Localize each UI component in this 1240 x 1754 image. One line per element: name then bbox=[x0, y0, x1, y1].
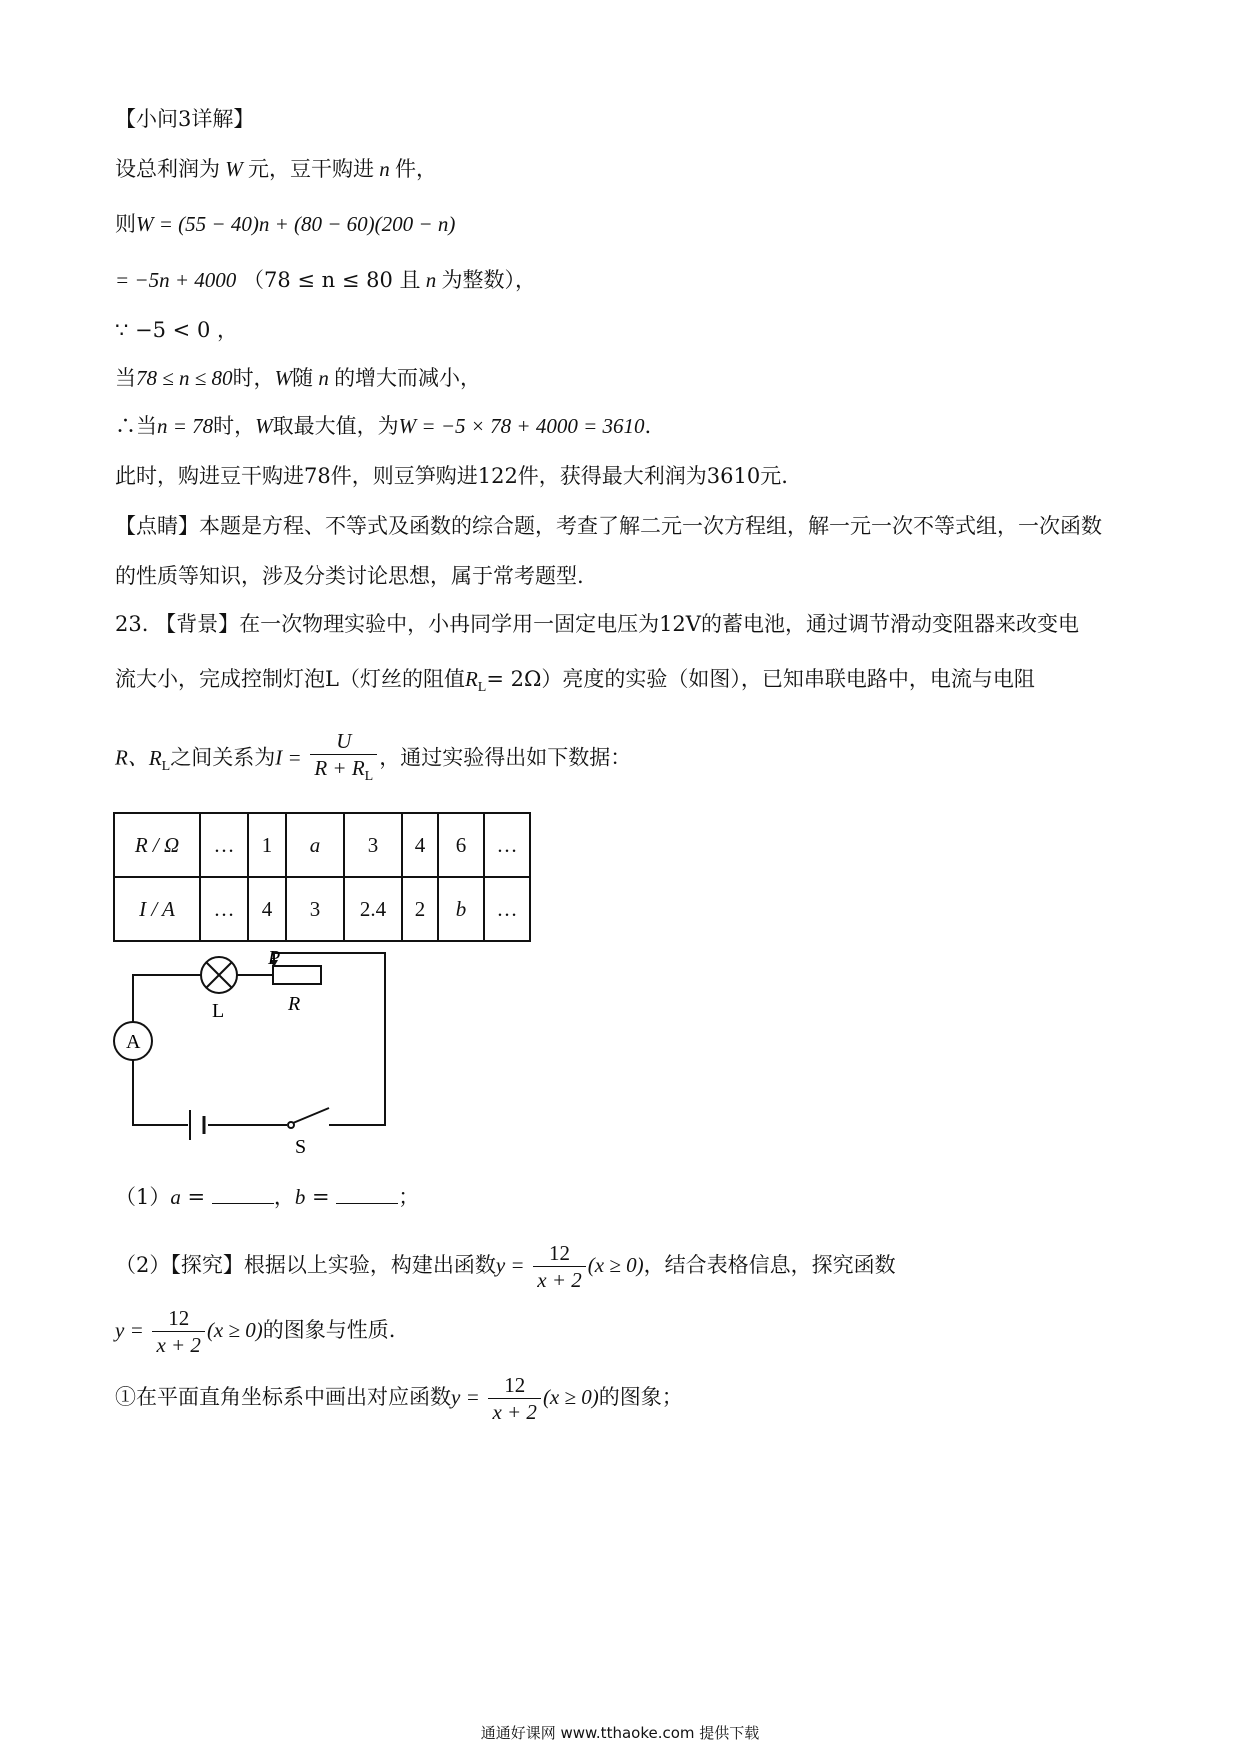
fraction-denominator: x + 2 bbox=[537, 1268, 582, 1292]
table-cell: R / Ω bbox=[114, 813, 200, 877]
text: 件， bbox=[395, 157, 437, 181]
text: ； bbox=[398, 1185, 420, 1209]
math: = −5n + 4000 bbox=[115, 268, 237, 292]
text: 的增大而减小， bbox=[334, 366, 482, 390]
line-conclusion: 此时，购进豆干购进78件，则豆笋购进122件，获得最大利润为3610元. bbox=[115, 464, 788, 488]
wire bbox=[274, 953, 385, 1125]
q23-line-3: R、$R_L$之间关系为I = $\frac{U}{R + R_L}$ ，通过实验得出如下数据： bbox=[115, 728, 631, 790]
resistor-label: R bbox=[288, 993, 301, 1015]
circuit-diagram bbox=[110, 950, 410, 1160]
table-cell: 3 bbox=[286, 877, 344, 941]
lamp-label: L bbox=[212, 1000, 225, 1022]
table-cell: … bbox=[200, 813, 248, 877]
q23-line-2: 流大小，完成控制灯泡L（灯丝的阻值$R_L= 2\Omega$）亮度的实验（如图），已知串联电路中，电流与电阻 bbox=[115, 667, 1035, 696]
table-cell: 3 bbox=[344, 813, 402, 877]
line-because: ∵ −5 < 0 ， bbox=[115, 318, 238, 342]
text: 时， bbox=[213, 414, 256, 438]
q23-line-1: 23. 【背景】在一次物理实验中，小冉同学用一固定电压为12V的蓄电池，通过调节滑动变阻器来改变电 bbox=[115, 612, 1079, 636]
table-cell: a bbox=[286, 813, 344, 877]
q3-heading: 【小问3详解】 bbox=[115, 107, 255, 131]
fraction-numerator: 12 bbox=[488, 1372, 541, 1399]
text: ，通过实验得出如下数据： bbox=[379, 745, 632, 770]
current-formula: $\frac{U}{R + R_L}$ bbox=[310, 728, 377, 790]
text: （78 ≤ n ≤ 80 且 bbox=[242, 268, 421, 292]
table-cell: … bbox=[484, 877, 530, 941]
fraction-denominator: x + 2 bbox=[492, 1400, 537, 1424]
text: 设总利润为 bbox=[115, 157, 220, 181]
part-1: （1）a = ，b = ； bbox=[115, 1185, 420, 1209]
table-cell: 4 bbox=[248, 877, 286, 941]
math: W = −5 × 78 + 4000 = 3610 bbox=[398, 414, 645, 438]
table-cell: 2 bbox=[402, 877, 438, 941]
domain-condition: (x ≥ 0) bbox=[542, 1385, 599, 1409]
table-cell: … bbox=[484, 813, 530, 877]
part-2-task-1: ①在平面直角坐标系中画出对应函数y = $\frac{12}{x + 2}$ (x ≥ 0)的图象； bbox=[115, 1373, 683, 1424]
comment-line-2: 的性质等知识，涉及分类讨论思想，属于常考题型. bbox=[115, 564, 584, 588]
table-row bbox=[114, 813, 530, 877]
text: 当 bbox=[115, 366, 136, 390]
text: 元，豆干购进 bbox=[248, 157, 374, 181]
domain-condition: (x ≥ 0) bbox=[206, 1318, 263, 1342]
fraction-numerator: 12 bbox=[533, 1240, 586, 1267]
text: 取最大值，为 bbox=[272, 414, 399, 438]
switch-blade bbox=[293, 1108, 329, 1123]
text: ，结合表格信息，探究函数 bbox=[643, 1253, 896, 1277]
text: ∴当 bbox=[115, 414, 157, 438]
slider-label: P bbox=[268, 950, 281, 969]
fraction-denominator: x + 2 bbox=[156, 1333, 201, 1357]
text: 时， bbox=[232, 366, 275, 390]
text: . bbox=[644, 414, 652, 438]
comment-line-1: 【点睛】本题是方程、不等式及函数的综合题，考查了解二元一次方程组，解一元一次不等式组，一次函数 bbox=[115, 514, 1102, 538]
text: 流大小，完成控制灯泡L（灯丝的阻值 bbox=[115, 667, 465, 691]
text: （1） bbox=[115, 1185, 171, 1209]
math: W = (55 − 40)n + (80 − 60)(200 − n) bbox=[136, 212, 456, 236]
function-fraction bbox=[533, 1240, 586, 1293]
table-cell: 6 bbox=[438, 813, 484, 877]
text: 随 bbox=[292, 366, 314, 390]
wire bbox=[133, 1060, 188, 1125]
function-fraction bbox=[488, 1372, 541, 1425]
line-max: ∴当n = 78时，W取最大值，为W = −5 × 78 + 4000 = 3610. bbox=[115, 414, 652, 438]
fraction-numerator: 12 bbox=[152, 1305, 205, 1332]
math: n = 78 bbox=[157, 414, 214, 438]
text: （2）【探究】根据以上实验，构建出函数 bbox=[115, 1253, 496, 1277]
text: 的图象与性质. bbox=[262, 1318, 396, 1342]
page-footer: 通通好课网 www.tthaoke.com 提供下载 bbox=[480, 1724, 760, 1742]
text: 之间关系为 bbox=[170, 745, 276, 770]
ammeter-label: A bbox=[126, 1031, 141, 1053]
text: ， bbox=[273, 1185, 295, 1209]
table-cell: I / A bbox=[114, 877, 200, 941]
wire bbox=[133, 975, 201, 1022]
table-cell: 1 bbox=[248, 813, 286, 877]
table-cell: 4 bbox=[402, 813, 438, 877]
text: 的图象； bbox=[598, 1385, 683, 1409]
line-decreasing: 当78 ≤ n ≤ 80时，W随 n 的增大而减小， bbox=[115, 366, 482, 390]
table-cell: 2.4 bbox=[344, 877, 402, 941]
answer-blank-a[interactable] bbox=[212, 1185, 274, 1204]
line-profit-eq bbox=[115, 210, 455, 238]
line-profit-def: 设总利润为 W 元，豆干购进 n 件， bbox=[115, 157, 437, 181]
table-cell: b bbox=[438, 877, 484, 941]
text: ①在平面直角坐标系中画出对应函数 bbox=[115, 1385, 451, 1409]
text: 为整数）， bbox=[441, 268, 536, 292]
line-profit-simplified: = −5n + 4000 （78 ≤ n ≤ 80 且 n 为整数）， bbox=[115, 268, 536, 292]
domain-condition: (x ≥ 0) bbox=[587, 1253, 644, 1277]
fraction-denominator: R + R bbox=[314, 756, 365, 780]
math: 78 ≤ n ≤ 80 bbox=[136, 366, 233, 390]
part-2-line-2: y = $\frac{12}{x + 2}$ (x ≥ 0)的图象与性质. bbox=[115, 1306, 396, 1357]
text: 则 bbox=[115, 212, 136, 236]
table-row bbox=[114, 877, 530, 941]
data-table bbox=[113, 812, 531, 942]
answer-blank-b[interactable] bbox=[336, 1185, 398, 1204]
text: = 2Ω）亮度的实验（如图），已知串联电路中，电流与电阻 bbox=[486, 667, 1035, 691]
part-2-line-1: （2）【探究】根据以上实验，构建出函数y = $\frac{12}{x + 2}$ (x ≥ 0)，结合表格信息，探究函数 bbox=[115, 1241, 896, 1292]
function-fraction bbox=[152, 1305, 205, 1358]
switch-label: S bbox=[295, 1136, 307, 1158]
math: R、 bbox=[115, 745, 149, 770]
table-cell: … bbox=[200, 877, 248, 941]
fraction-numerator: U bbox=[310, 728, 377, 755]
